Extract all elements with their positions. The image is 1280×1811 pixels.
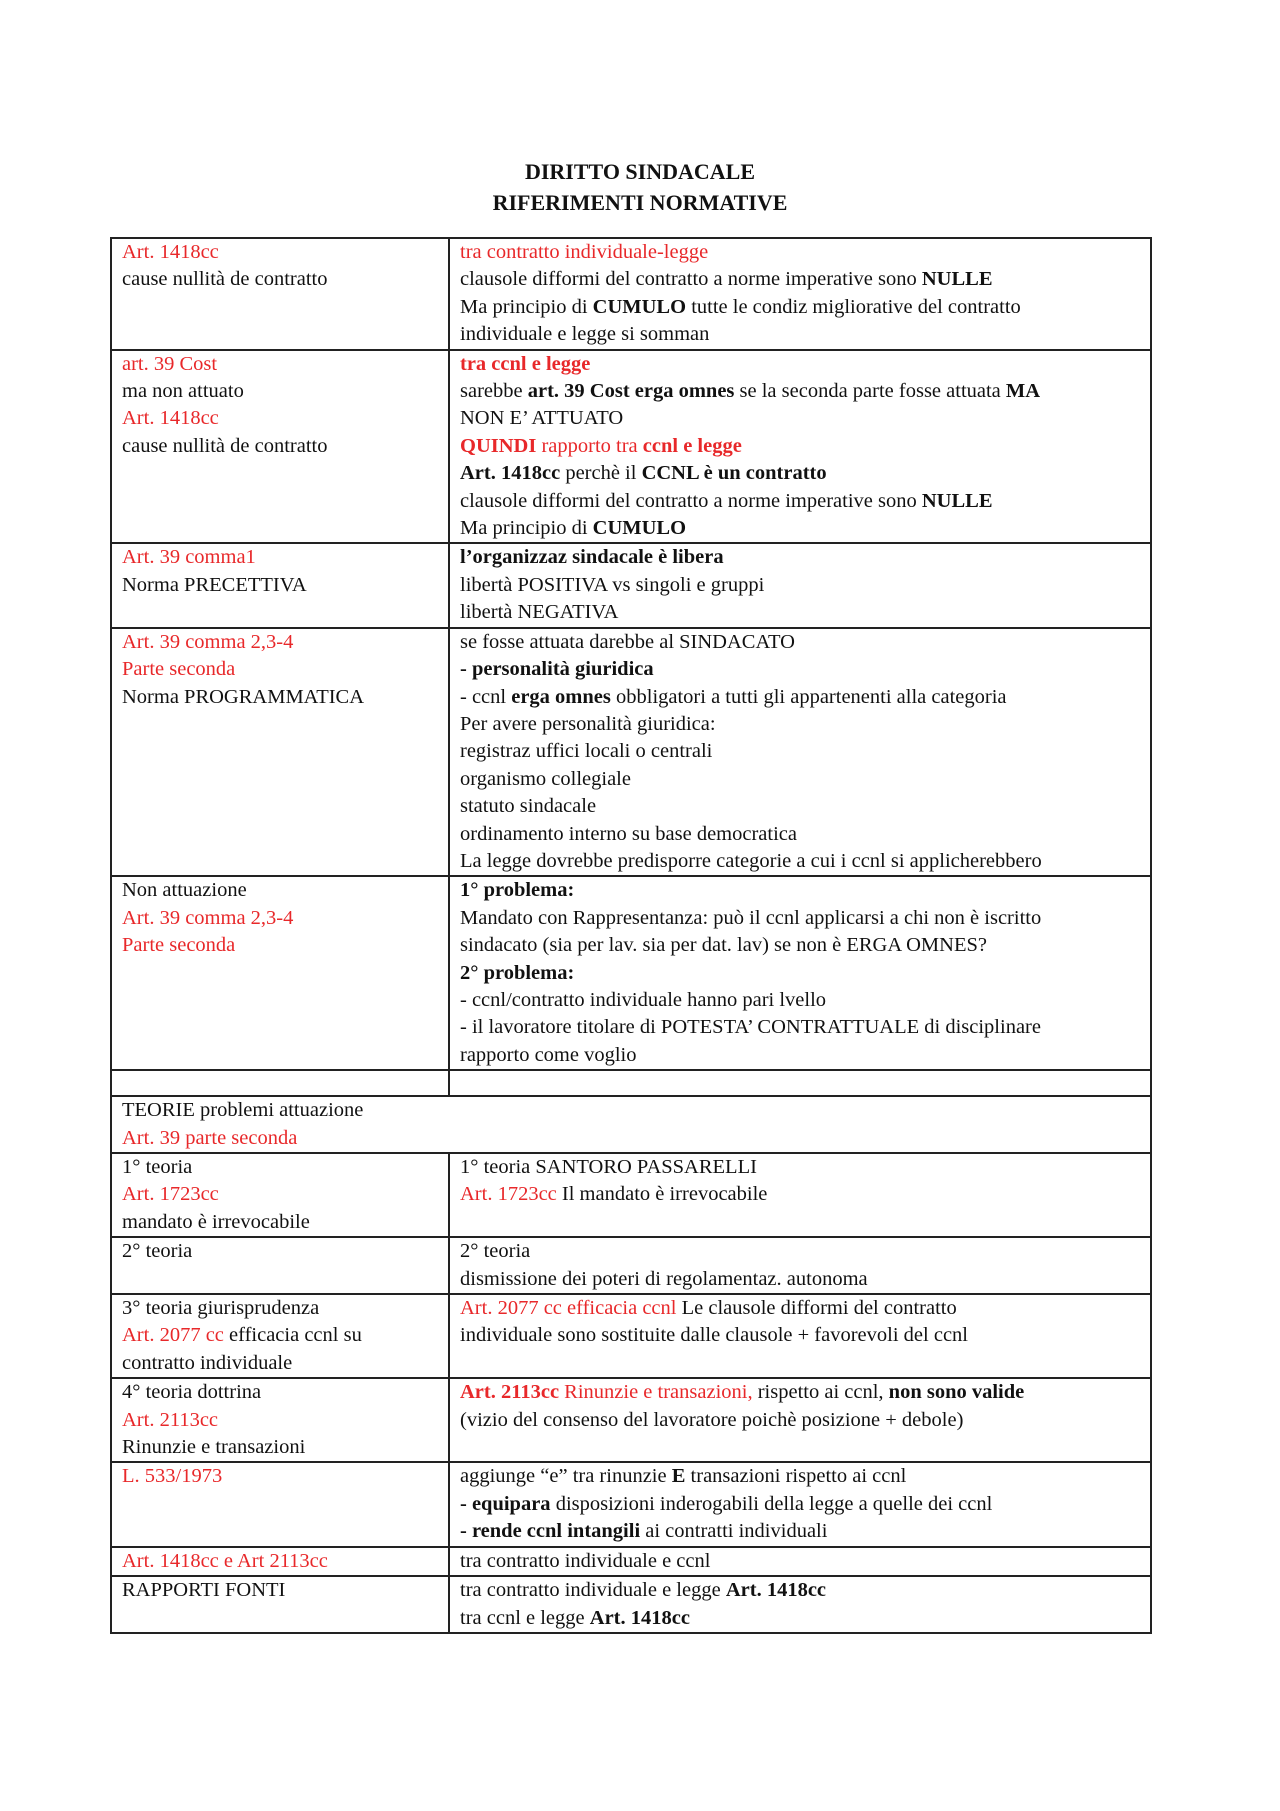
text-segment: clausole difformi del contratto a norme imperative sono: [460, 268, 922, 291]
table-row: [111, 876, 1151, 1070]
explanation-cell: [449, 1576, 1151, 1633]
table-row: [111, 543, 1151, 627]
text-segment: individuale sono sostituite dalle clausole + favorevoli del ccnl: [460, 1324, 968, 1347]
table-row: [111, 1576, 1151, 1633]
cell-line: [460, 793, 1142, 820]
cell-line: [122, 266, 440, 293]
text-segment: - ccnl: [460, 685, 512, 708]
cell-line: [460, 405, 1142, 432]
text-segment: Art. 39 comma 2,3-4: [122, 630, 294, 653]
cell-line: [460, 766, 1142, 793]
text-segment: libertà NEGATIVA: [460, 601, 619, 624]
text-segment: Art. 2113cc: [122, 1408, 219, 1431]
cell-line: [460, 821, 1142, 848]
explanation-cell: [449, 1294, 1151, 1378]
explanation-cell: [449, 628, 1151, 877]
explanation-cell: [449, 1547, 1151, 1576]
text-segment: art. 39 Cost: [122, 352, 218, 375]
text-segment: tra contratto individuale-legge: [460, 241, 709, 263]
text-segment: disposizioni inderogabili della legge a quelle dei ccnl: [550, 1492, 993, 1515]
cell-line: [122, 684, 440, 711]
cell-line: [122, 1125, 1142, 1152]
text-segment: ma non attuato: [122, 380, 244, 403]
reference-cell: [111, 1237, 449, 1294]
cell-line: [122, 378, 440, 405]
cell-line: [460, 294, 1142, 321]
cell-line: [122, 239, 440, 266]
text-segment: sarebbe: [460, 380, 528, 403]
cell-line: [460, 1295, 1142, 1322]
text-segment: obbligatori a tutti gli appartenenti alla categoria: [610, 685, 1007, 708]
text-segment: - rende ccnl intangili: [460, 1520, 641, 1543]
reference-cell: [111, 1294, 449, 1378]
cell-line: [460, 460, 1142, 487]
reference-cell: [111, 876, 449, 1070]
references-table-body: [111, 238, 1151, 1633]
explanation-cell: [449, 350, 1151, 544]
text-segment: NULLE: [921, 268, 993, 291]
reference-cell: [111, 1576, 449, 1633]
text-segment: NULLE: [921, 489, 993, 512]
text-segment: Art. 1723cc: [460, 1183, 557, 1206]
cell-line: [460, 488, 1142, 515]
text-segment: se la seconda parte fosse attuata: [734, 380, 1006, 403]
text-segment: Art. 1418cc: [725, 1579, 827, 1602]
text-segment: aggiunge “e” tra rinunzie: [460, 1465, 672, 1488]
text-segment: Per avere personalità giuridica:: [460, 712, 716, 735]
text-segment: CUMULO: [592, 517, 687, 540]
cell-line: [122, 1181, 440, 1208]
text-segment: Art. 2077 cc: [122, 1324, 224, 1347]
text-segment: ccnl e legge: [642, 434, 742, 457]
text-segment: contratto individuale: [122, 1351, 293, 1374]
text-segment: Art. 1418cc: [589, 1606, 690, 1629]
text-segment: 1° problema:: [460, 879, 575, 902]
cell-line: [122, 877, 440, 904]
cell-line: [122, 572, 440, 599]
text-segment: 1° teoria: [122, 1156, 193, 1178]
table-row: [111, 1547, 1151, 1576]
explanation-cell: [449, 1153, 1151, 1237]
table-row: [111, 1153, 1151, 1237]
text-segment: erga omnes: [511, 685, 611, 708]
text-segment: tra ccnl e legge: [460, 352, 591, 375]
cell-line: [460, 266, 1142, 293]
cell-line: [460, 711, 1142, 738]
text-segment: transazioni rispetto ai ccnl: [685, 1465, 907, 1488]
text-segment: Parte seconda: [122, 934, 236, 957]
table-row: [111, 628, 1151, 877]
cell-line: [460, 1605, 1142, 1632]
text-segment: 4° teoria dottrina: [122, 1381, 262, 1404]
cell-line: [460, 1518, 1142, 1545]
cell-line: [122, 1407, 440, 1434]
text-segment: Art. 1418cc: [122, 241, 219, 263]
text-segment: statuto sindacale: [460, 795, 597, 818]
cell-line: [460, 1042, 1142, 1069]
text-segment: registraz uffici locali o centrali: [460, 740, 713, 763]
text-segment: 3° teoria giurisprudenza: [122, 1297, 320, 1320]
explanation-cell: [449, 876, 1151, 1070]
table-row: [111, 1237, 1151, 1294]
cell-line: [460, 1154, 1142, 1181]
cell-line: [460, 1379, 1142, 1406]
cell-line: [122, 1322, 440, 1349]
text-segment: TEORIE problemi attuazione: [122, 1099, 364, 1122]
text-segment: Norma PROGRAMMATICA: [122, 685, 365, 708]
text-segment: - ccnl/contratto individuale hanno pari lvello: [460, 988, 827, 1011]
cell-line: [460, 848, 1142, 875]
text-segment: Ma principio di: [460, 517, 593, 540]
cell-line: [122, 1097, 1142, 1124]
cell-line: [460, 1407, 1142, 1434]
text-segment: L. 533/1973: [122, 1465, 223, 1488]
cell-line: [122, 1463, 440, 1490]
cell-line: [122, 629, 440, 656]
cell-line: [460, 932, 1142, 959]
document-header: [0, 156, 1280, 218]
text-segment: MA: [1005, 380, 1041, 403]
text-segment: 2° problema:: [460, 961, 575, 984]
text-segment: Art. 1723cc: [122, 1183, 219, 1206]
text-segment: rapporto come voglio: [460, 1043, 637, 1066]
section-header-cell: [111, 1096, 1151, 1153]
text-segment: 2° teoria: [460, 1240, 531, 1263]
cell-line: [122, 905, 440, 932]
cell-line: [460, 905, 1142, 932]
text-segment: Rinunzie e transazioni,: [559, 1381, 753, 1404]
text-segment: Art. 1418cc: [460, 462, 561, 485]
text-segment: - personalità giuridica: [460, 658, 654, 681]
table-row: [111, 1378, 1151, 1462]
text-segment: Ma principio di: [460, 295, 593, 318]
cell-line: [460, 684, 1142, 711]
text-segment: RAPPORTI FONTI: [122, 1579, 286, 1602]
cell-line: [122, 544, 440, 571]
text-segment: Art. 39 comma1: [122, 546, 256, 569]
cell-line: [122, 1548, 440, 1575]
cell-line: [122, 932, 440, 959]
cell-line: [460, 1491, 1142, 1518]
text-segment: Art. 1418cc: [122, 407, 219, 430]
cell-line: [122, 433, 440, 460]
text-segment: 2° teoria: [122, 1240, 193, 1263]
cell-line: [122, 1209, 440, 1236]
text-segment: ordinamento interno su base democratica: [460, 822, 797, 845]
explanation-cell: [449, 1237, 1151, 1294]
text-segment: 1° teoria SANTORO PASSARELLI: [460, 1156, 757, 1178]
explanation-cell: [449, 1462, 1151, 1546]
cell-line: [460, 738, 1142, 765]
text-segment: mandato è irrevocabile: [122, 1210, 310, 1233]
empty-cell: [449, 1070, 1151, 1096]
cell-line: [460, 960, 1142, 987]
reference-cell: [111, 350, 449, 544]
text-segment: Il mandato è irrevocabile: [556, 1183, 768, 1206]
text-segment: individuale e legge si somman: [460, 323, 710, 346]
reference-cell: [111, 1378, 449, 1462]
reference-cell: [111, 238, 449, 350]
text-segment: tra ccnl e legge: [460, 1606, 590, 1629]
cell-line: [460, 1181, 1142, 1208]
cell-line: [460, 987, 1142, 1014]
cell-line: [460, 515, 1142, 542]
explanation-cell: [449, 238, 1151, 350]
text-segment: (vizio del consenso del lavoratore poichè posizione + debole): [460, 1408, 964, 1431]
text-segment: cause nullità de contratto: [122, 434, 328, 457]
cell-line: [122, 351, 440, 378]
text-segment: ai contratti individuali: [640, 1520, 828, 1543]
cell-line: [460, 572, 1142, 599]
table-row: [111, 1096, 1151, 1153]
text-segment: art. 39 Cost erga omnes: [527, 380, 735, 403]
text-segment: La legge dovrebbe predisporre categorie a cui i ccnl si applicherebbero: [460, 849, 1042, 872]
text-segment: E: [671, 1465, 686, 1488]
reference-cell: [111, 1462, 449, 1546]
text-segment: libertà POSITIVA vs singoli e gruppi: [460, 573, 765, 596]
text-segment: efficacia ccnl su: [223, 1324, 362, 1347]
table-row: [111, 350, 1151, 544]
text-segment: cause nullità de contratto: [122, 268, 328, 291]
cell-line: [460, 544, 1142, 571]
cell-line: [460, 1014, 1142, 1041]
cell-line: [122, 1350, 440, 1377]
text-segment: - equipara: [460, 1492, 551, 1515]
cell-line: [460, 433, 1142, 460]
text-segment: - il lavoratore titolare di POTESTA’ CONTRATTUALE di disciplinare: [460, 1016, 1041, 1039]
table-row: [111, 1462, 1151, 1546]
cell-line: [122, 1434, 440, 1461]
cell-line: [122, 1238, 440, 1265]
text-segment: rispetto ai ccnl,: [752, 1381, 889, 1404]
text-segment: non sono valide: [888, 1381, 1025, 1404]
text-segment: Art. 2113cc: [460, 1381, 560, 1404]
cell-line: [122, 1379, 440, 1406]
text-segment: se fosse attuata darebbe al SINDACATO: [460, 630, 795, 653]
cell-line: [460, 239, 1142, 266]
text-segment: Le clausole difformi del contratto: [676, 1297, 957, 1320]
reference-cell: [111, 1153, 449, 1237]
cell-line: [460, 877, 1142, 904]
text-segment: l’organizzaz sindacale è libera: [460, 546, 724, 569]
text-segment: CUMULO: [592, 295, 687, 318]
references-table: [110, 237, 1152, 1634]
text-segment: clausole difformi del contratto a norme imperative sono: [460, 489, 922, 512]
cell-line: [460, 1548, 1142, 1575]
table-row: [111, 238, 1151, 350]
cell-line: [460, 378, 1142, 405]
text-segment: tra contratto individuale e legge: [460, 1579, 726, 1602]
text-segment: perchè il: [560, 462, 642, 485]
cell-line: [460, 1322, 1142, 1349]
text-segment: Art. 39 parte seconda: [122, 1126, 298, 1149]
cell-line: [460, 1463, 1142, 1490]
text-segment: Art. 1418cc e Art 2113cc: [122, 1549, 328, 1572]
cell-line: [460, 599, 1142, 626]
text-segment: dismissione dei poteri di regolamentaz. autonoma: [460, 1267, 868, 1290]
text-segment: rapporto tra: [536, 434, 643, 457]
cell-line: [460, 1577, 1142, 1604]
page-title: DIRITTO SINDACALE: [524, 159, 756, 184]
text-segment: Parte seconda: [122, 658, 236, 681]
cell-line: [460, 656, 1142, 683]
cell-line: [122, 656, 440, 683]
page-subtitle: RIFERIMENTI NORMATIVE: [492, 190, 788, 215]
table-row: [111, 1070, 1151, 1096]
cell-line: [122, 1295, 440, 1322]
text-segment: tutte le condiz migliorative del contratto: [686, 295, 1021, 318]
explanation-cell: [449, 1378, 1151, 1462]
text-segment: organismo collegiale: [460, 767, 631, 790]
text-segment: tra contratto individuale e ccnl: [460, 1549, 711, 1572]
cell-line: [460, 351, 1142, 378]
reference-cell: [111, 1547, 449, 1576]
text-segment: Rinunzie e transazioni: [122, 1436, 306, 1459]
text-segment: sindacato (sia per lav. sia per dat. lav) se non è ERGA OMNES?: [460, 934, 987, 957]
reference-cell: [111, 628, 449, 877]
empty-cell: [111, 1070, 449, 1096]
text-segment: Art. 2077 cc efficacia ccnl: [460, 1297, 677, 1320]
cell-line: [122, 1577, 440, 1604]
text-segment: Mandato con Rappresentanza: può il ccnl applicarsi a chi non è iscritto: [460, 906, 1042, 929]
table-row: [111, 1294, 1151, 1378]
text-segment: NON E’ ATTUATO: [460, 407, 624, 430]
text-segment: CCNL è un contratto: [641, 462, 827, 485]
cell-line: [460, 1238, 1142, 1265]
text-segment: QUINDI: [460, 434, 537, 457]
cell-line: [460, 1266, 1142, 1293]
text-segment: Art. 39 comma 2,3-4: [122, 906, 294, 929]
text-segment: Norma PRECETTIVA: [122, 573, 307, 596]
explanation-cell: [449, 543, 1151, 627]
cell-line: [460, 321, 1142, 348]
reference-cell: [111, 543, 449, 627]
cell-line: [122, 1154, 440, 1181]
cell-line: [122, 405, 440, 432]
text-segment: Non attuazione: [122, 879, 247, 902]
cell-line: [460, 629, 1142, 656]
